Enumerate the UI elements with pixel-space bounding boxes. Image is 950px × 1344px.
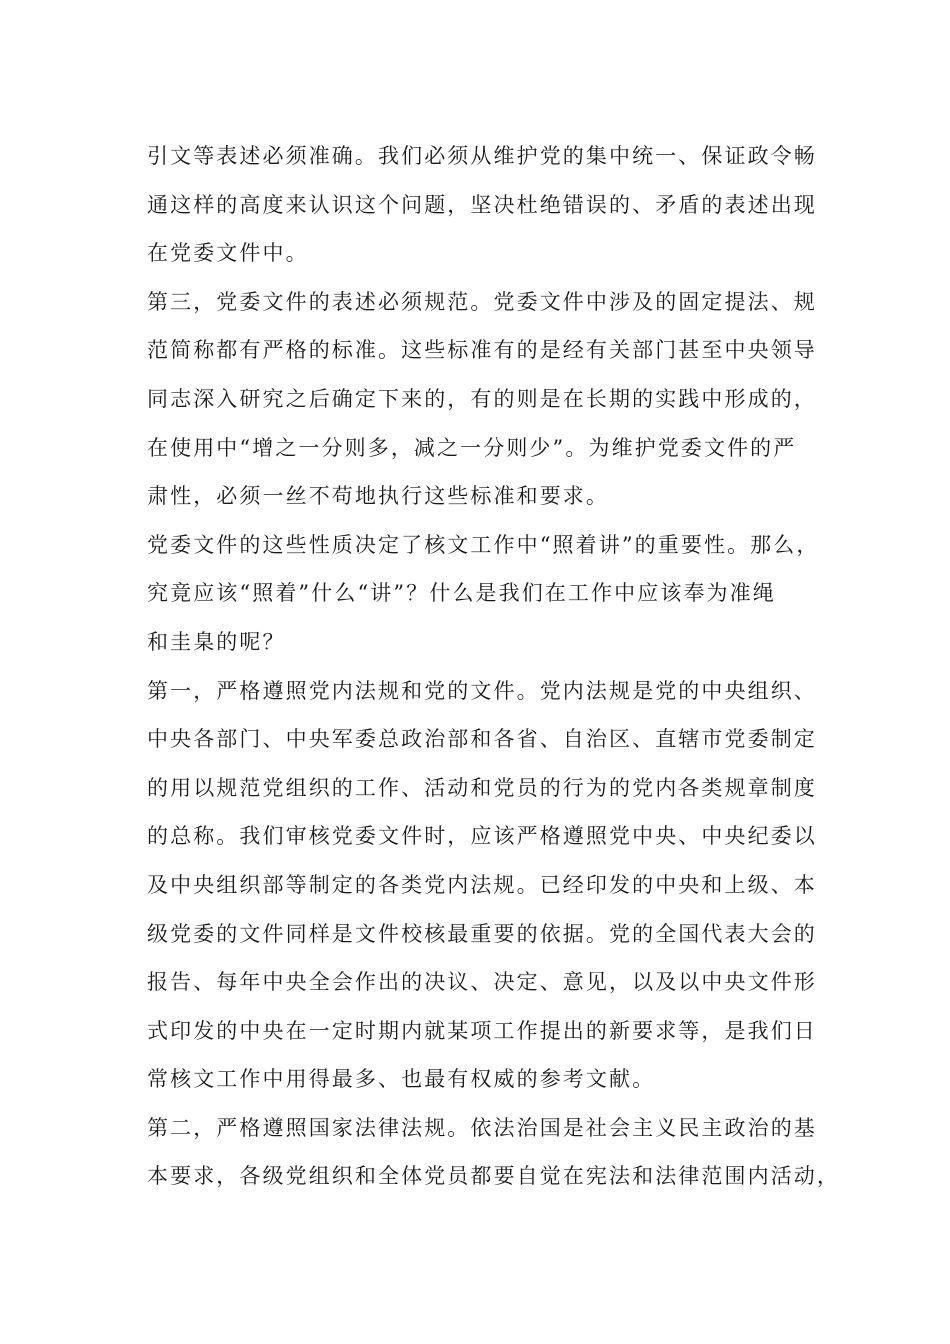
text-line: 范简称都有严格的标准。这些标准有的是经有关部门甚至中央领导 [147, 338, 817, 363]
text-line: 的总称。我们审核党委文件时，应该严格遵照党中央、中央纪委以 [147, 824, 817, 849]
text-line: 肃性，必须一丝不苟地执行这些标准和要求。 [147, 484, 609, 509]
text-line: 级党委的文件同样是文件校核最重要的依据。党的全国代表大会的 [147, 921, 817, 946]
text-line: 在党委文件中。 [147, 241, 309, 266]
text-line: 及中央组织部等制定的各类党内法规。已经印发的中央和上级、本 [147, 872, 817, 897]
text-line: 的用以规范党组织的工作、活动和党员的行为的党内各类规章制度 [147, 775, 817, 800]
text-line: 党委文件的这些性质决定了核文工作中“照着讲”的重要性。那么， [147, 532, 820, 557]
text-line: 究竟应该“照着”什么“讲”？什么是我们在工作中应该奉为准绳 [147, 581, 776, 606]
text-line: 报告、每年中央全会作出的决议、决定、意见，以及以中央文件形 [147, 970, 817, 995]
text-line: 第一，严格遵照党内法规和党的文件。党内法规是党的中央组织、 [147, 678, 817, 703]
text-line: 通这样的高度来认识这个问题，坚决杜绝错误的、矛盾的表述出现 [147, 192, 817, 217]
text-line: 本要求，各级党组织和全体党员都要自觉在宪法和法律范围内活动， [147, 1164, 840, 1189]
text-line: 中央各部门、中央军委总政治部和各省、自治区、直辖市党委制定 [147, 727, 817, 752]
text-line: 同志深入研究之后确定下来的，有的则是在长期的实践中形成的， [147, 386, 817, 411]
text-line: 第三，党委文件的表述必须规范。党委文件中涉及的固定提法、规 [147, 289, 817, 314]
text-line: 在使用中“增之一分则多，减之一分则少”。为维护党委文件的严 [147, 435, 797, 460]
body-text [147, 132, 847, 1201]
text-line: 式印发的中央在一定时期内就某项工作提出的新要求等，是我们日 [147, 1018, 817, 1043]
text-line: 和圭臬的呢？ [147, 629, 286, 654]
text-line: 第二，严格遵照国家法律法规。依法治国是社会主义民主政治的基 [147, 1115, 817, 1140]
text-line: 引文等表述必须准确。我们必须从维护党的集中统一、保证政令畅 [147, 144, 817, 168]
text-line: 常核文工作中用得最多、也最有权威的参考文献。 [147, 1067, 656, 1092]
